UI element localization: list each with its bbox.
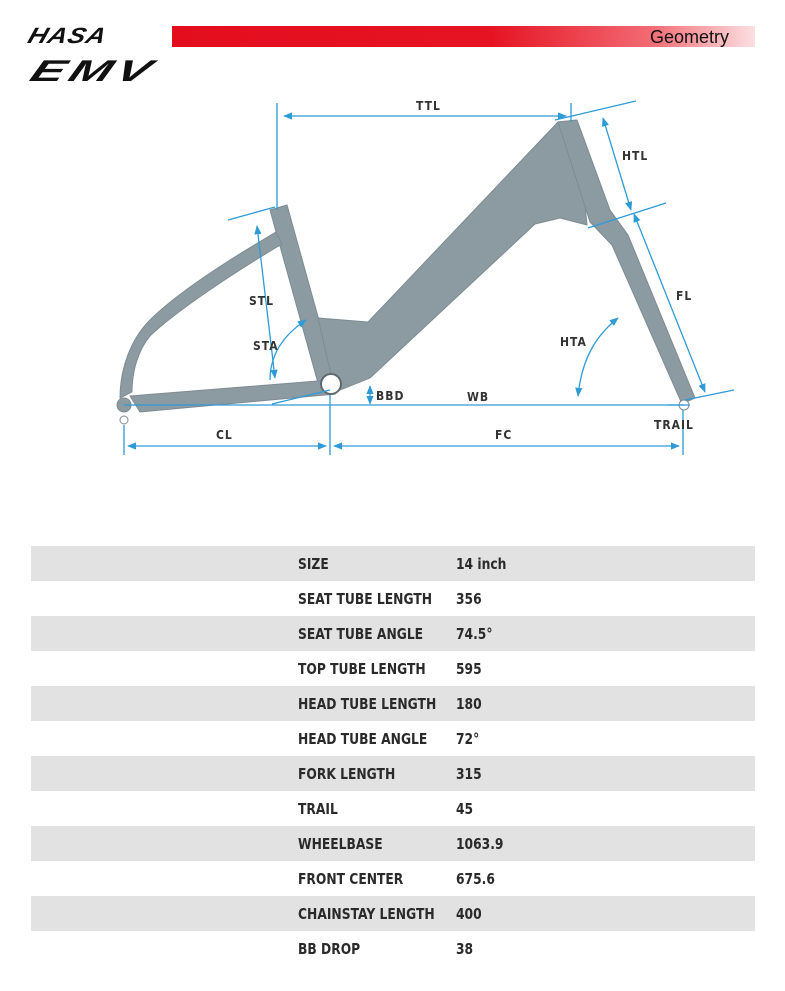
spec-row	[31, 861, 755, 896]
spec-name: BB DROP	[298, 939, 361, 958]
spec-row	[31, 581, 755, 616]
label-hta: HTA	[560, 335, 587, 349]
brand-logo: HASA	[24, 22, 111, 49]
spec-name: WHEELBASE	[298, 834, 383, 853]
geometry-diagram	[0, 90, 785, 470]
spec-row	[31, 826, 755, 861]
seat-tube	[270, 205, 335, 383]
spec-row	[31, 546, 755, 581]
down-tube	[318, 120, 587, 392]
label-cl: CL	[216, 428, 233, 442]
section-title: Geometry	[649, 27, 729, 47]
spec-value: 400	[456, 904, 482, 923]
spec-name: TOP TUBE LENGTH	[298, 659, 426, 678]
geometry-spec-table	[31, 546, 755, 966]
spec-value: 72°	[456, 729, 480, 748]
rear-axle	[120, 416, 128, 424]
spec-name: CHAINSTAY LENGTH	[298, 904, 435, 923]
label-stl: STL	[249, 294, 275, 308]
spec-value: 675.6	[456, 869, 495, 888]
spec-value: 38	[456, 939, 474, 958]
spec-name: HEAD TUBE ANGLE	[298, 729, 428, 748]
spec-value: 180	[456, 694, 482, 713]
spec-name: HEAD TUBE LENGTH	[298, 694, 437, 713]
spec-row	[31, 651, 755, 686]
seat-stay	[120, 232, 282, 398]
spec-value: 315	[456, 764, 482, 783]
spec-row	[31, 791, 755, 826]
spec-row	[31, 616, 755, 651]
spec-row	[31, 896, 755, 931]
spec-value: 14 inch	[456, 554, 507, 573]
spec-value: 74.5°	[456, 624, 493, 643]
bike-frame	[117, 120, 695, 424]
spec-name: FORK LENGTH	[298, 764, 396, 783]
spec-row	[31, 721, 755, 756]
label-htl: HTL	[622, 149, 649, 163]
spec-row	[31, 756, 755, 791]
spec-name: SEAT TUBE ANGLE	[298, 624, 424, 643]
spec-value: 356	[456, 589, 482, 608]
label-fl: FL	[676, 289, 693, 303]
label-trail: TRAIL	[654, 418, 694, 432]
label-wb: WB	[467, 390, 490, 404]
model-logo: EMV	[25, 54, 162, 88]
spec-value: 1063.9	[456, 834, 504, 853]
spec-value: 45	[456, 799, 474, 818]
spec-name: SEAT TUBE LENGTH	[298, 589, 433, 608]
label-bbd: BBD	[376, 389, 405, 403]
spec-name: SIZE	[298, 554, 329, 573]
label-sta: STA	[253, 339, 279, 353]
spec-name: TRAIL	[298, 799, 338, 818]
spec-row	[31, 686, 755, 721]
spec-name: FRONT CENTER	[298, 869, 404, 888]
spec-row	[31, 931, 755, 966]
label-ttl: TTL	[416, 99, 441, 113]
spec-value: 595	[456, 659, 482, 678]
label-fc: FC	[495, 428, 513, 442]
